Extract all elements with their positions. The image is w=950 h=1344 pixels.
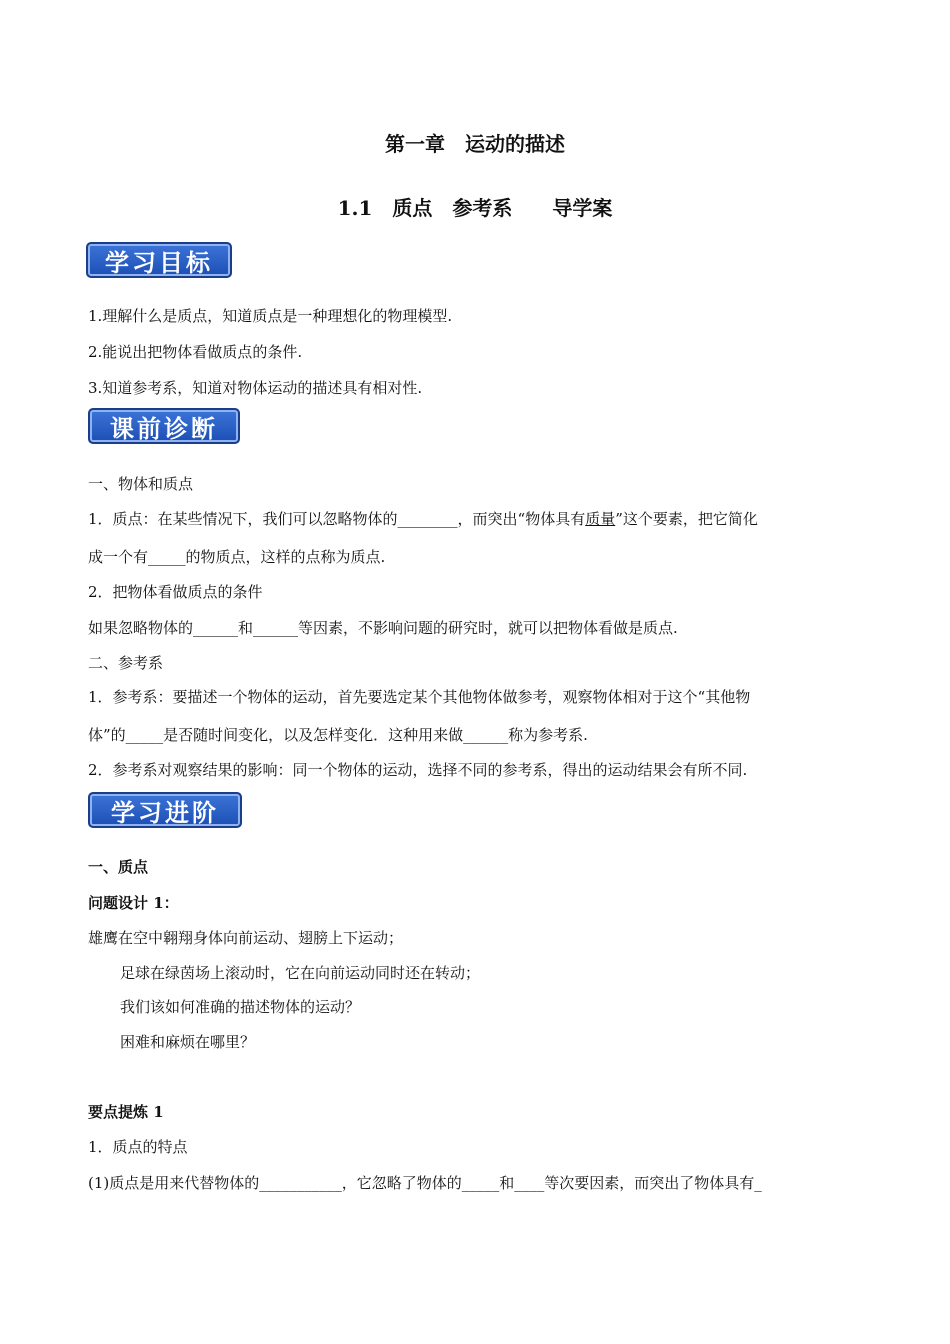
question-line: 雄鹰在空中翱翔身体向前运动、翅膀上下运动； xyxy=(88,929,404,947)
paragraph: 1．参考系：要描述一个物体的运动，首先要选定某个其他物体做参考，观察物体相对于这个“其他物 xyxy=(88,688,751,706)
paragraph: 如果忽略物体的______和______等因素，不影响问题的研究时，就可以把物体看做是质点. xyxy=(88,619,678,637)
underlined-term: 质量 xyxy=(585,510,616,528)
goal-item: 2.能说出把物体看做质点的条件. xyxy=(88,343,303,361)
section-heading: 一、物体和质点 xyxy=(88,475,194,493)
paragraph: 体”的_____是否随时间变化，以及怎样变化．这种用来做______称为参考系. xyxy=(88,726,588,744)
badge-study-goals: 学习目标 xyxy=(86,242,232,278)
text-span: ”这个要素，把它简化 xyxy=(615,510,758,528)
section-heading: 一、质点 xyxy=(88,858,149,876)
badge-study-advance: 学习进阶 xyxy=(88,792,242,828)
key-points-title: 要点提炼 1 xyxy=(88,1103,164,1121)
text-span: 1．质点：在某些情况下，我们可以忽略物体的________，而突出“物体具有 xyxy=(88,510,586,528)
paragraph: 成一个有_____的物质点，这样的点称为质点. xyxy=(88,548,386,566)
paragraph: (1)质点是用来代替物体的___________，它忽略了物体的_____和____等次要因素，而突出了物体具有_ xyxy=(88,1174,762,1192)
paragraph: 1．质点的特点 xyxy=(88,1138,188,1156)
goal-item: 3.知道参考系，知道对物体运动的描述具有相对性. xyxy=(88,379,423,397)
question-line: 困难和麻烦在哪里？ xyxy=(120,1033,256,1051)
question-line: 足球在绿茵场上滚动时，它在向前运动同时还在转动； xyxy=(120,964,481,982)
paragraph: 2．把物体看做质点的条件 xyxy=(88,583,263,601)
paragraph: 2．参考系对观察结果的影响：同一个物体的运动，选择不同的参考系，得出的运动结果会有所不同. xyxy=(88,761,748,779)
chapter-title: 第一章 运动的描述 xyxy=(385,132,565,156)
lesson-title: 1.1 质点 参考系 导学案 xyxy=(337,196,613,220)
question-title: 问题设计 1： xyxy=(88,894,179,912)
goal-item: 1.理解什么是质点，知道质点是一种理想化的物理模型. xyxy=(88,307,453,325)
section-heading: 二、参考系 xyxy=(88,654,164,672)
question-line: 我们该如何准确的描述物体的运动？ xyxy=(120,998,361,1016)
badge-pre-class-diagnosis: 课前诊断 xyxy=(88,408,240,444)
paragraph xyxy=(88,508,758,529)
